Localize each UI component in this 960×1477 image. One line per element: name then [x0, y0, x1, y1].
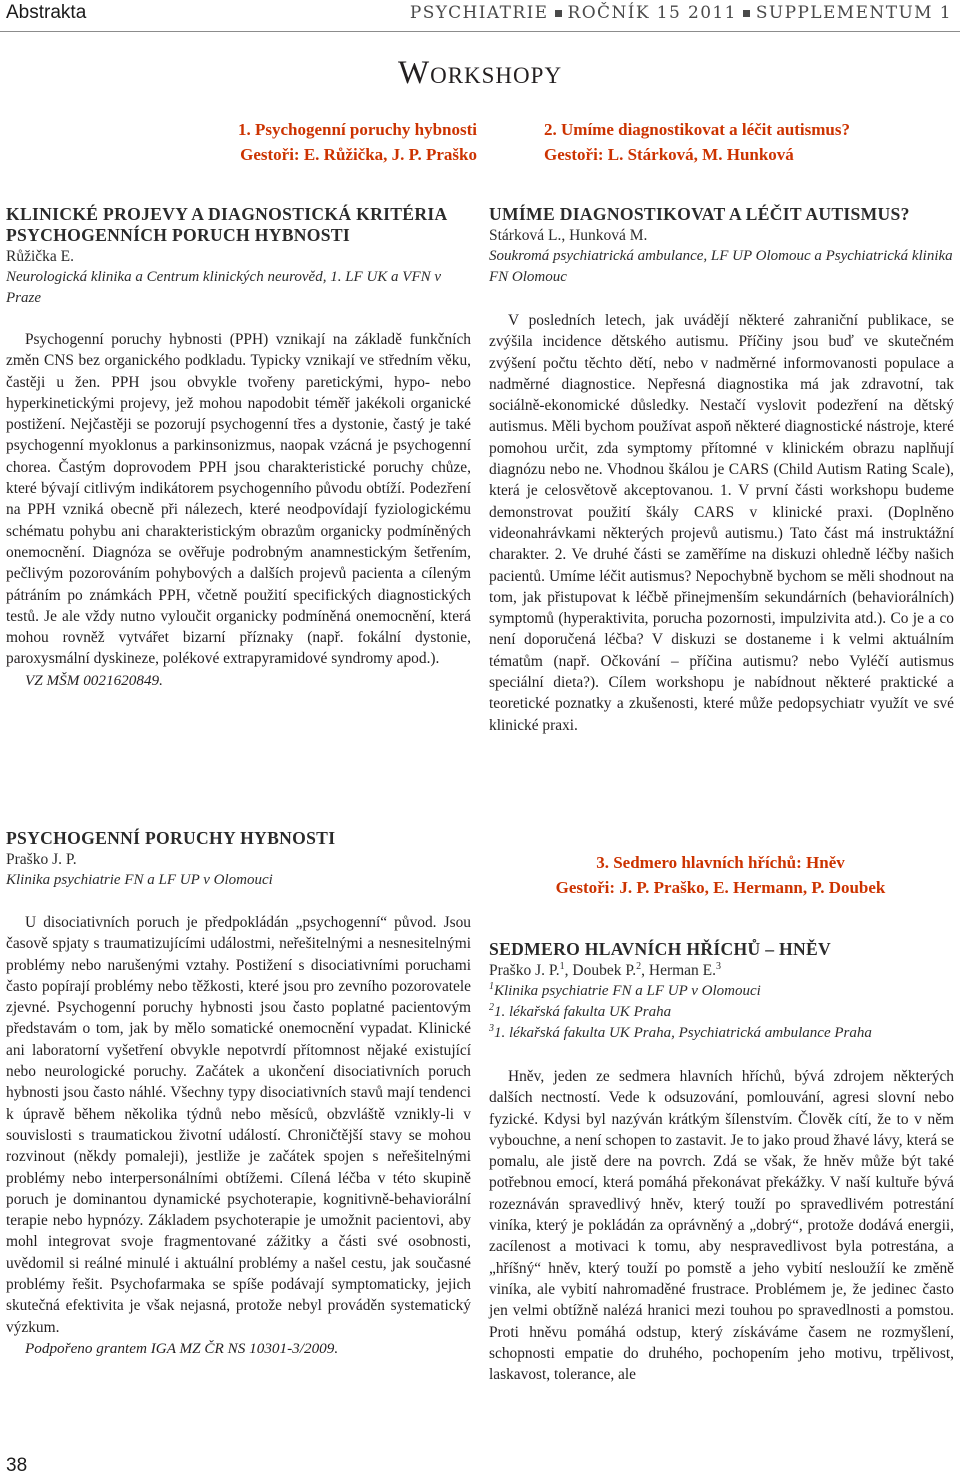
page-header — [0, 0, 960, 34]
affiliation-text: Klinika psychiatrie FN a LF UP v Olomouci — [494, 983, 761, 999]
abstract-body — [6, 912, 471, 1338]
journal-year: 2011 — [687, 3, 737, 23]
abstract-affiliation: Neurologická klinika a Centrum klinických neurověd, 1. LF UK a VFN v Praze — [6, 269, 442, 306]
abstract-body — [489, 1066, 954, 1385]
abstract-text: Psychogenní poruchy hybnosti (PPH) vznikají na základě funkčních změn CNS bez organického podkladu. Typicky vznikají ve středním věku, častěji u žen. PPH jsou obvykle tvořeny paretickými, hypo- nebo hyperkinetickými projevy, jež mohou napodobit téměř jakékoli organické postižení. Nejčastěji se pozorují psychogenní třes a dystonie, častý je také psychogenní myoklonus a parkinsonizmus, naopak vzácná je psychogenní chorea. Častým doprovodem PPH jsou charakteristické poruchy chůze, které bývají citlivým indikátorem psychogenního původu obtíží. Podezření na PPH vzniká obecně při nálezech, které neodpovídají fyziologickému schématu pohybu ani charakteristickým obrazům organicky podmíněných onemocnění. Diagnóza se ověřuje podrobným anamnestickým šetřením, pečlivým pozorováním pohybových a dalších projevů pacienta a cíleným pátráním po známkách PPH, včetně použití specifických diagnostických testů. Je ale vždy nutno vyloučit organicky podmíněná onemocnění, která mohou rovněž vytvářet bizarní příznaky (např. fokální dystonie, paroxysmální dyskineze, polékové extrapyramidové syndromy apod.). — [6, 331, 471, 668]
abstract-starkova — [489, 204, 954, 736]
abstract-text: U disociativních poruch je předpokládán „psychogenní“ původ. Jsou časově spjaty s traumatizujícími událostmi, neřešitelnými a nesnesitelnými problémy nebo narušenými vztahy. Postižení s disociativními poruchami často popírají problémy nebo těžkosti, které jsou pro zevního pozorovatele zjevné. Psychogenní poruchy hybnosti jsou často poplatné pacientovým představám o tom, jak by mělo somatické onemocnění vypadat. Klinické ani laboratorní vyšetření obvykle nepotvrdí přítomnost nějaké existující nebo neurologické poruchy. Začátek a ukončení disociativních poruch hybnosti jsou často náhlé. Všechny typy disociativních stavů mají tendenci k úpravě během několika týdnů nebo měsíců, obzvláště vznikly-li v souvislosti s traumatickou životní událostí. Chroničtější stavy se mohou rozvinout (někdy pomaleji), jestliže je začátek spojen s neřešitelnými problémy nebo interpersonálními obtížemi. Cílená léčba v této skupině poruch je dominantou dynamické psychoterapie, kognitivně-behaviorální terapie nebo hypnózy. Základem psychoterapie je umožnit pacientovi, aby mohl integrovat svoje fragmentované zážitky a části své osobnosti, uvědomil si reálné minulé i aktuální problémy a našel cestu, jak současné problémy řešit. Psychofarmaka se spíše podávají symptomaticky, jejich skutečná efektivita je však nejasná, protože nebyl prováděn systematický výzkum. — [6, 914, 471, 1336]
abstract-authors: Praško J. P.$^1$, Doubek P.$^2$, Herman E.$^3$ — [489, 960, 722, 979]
workshop-1-chairs: Gestoři: E. Růžička, J. P. Praško — [240, 145, 477, 164]
section-label: Abstrakta — [6, 2, 87, 23]
workshop-2-heading — [544, 117, 944, 167]
abstract-ruzicka — [6, 204, 471, 691]
affiliation-sup: 3 — [489, 1023, 494, 1034]
workshop-3-heading — [489, 850, 952, 900]
abstract-affiliation — [489, 981, 954, 1002]
abstract-title: UMÍME DIAGNOSTIKOVAT A LÉČIT AUTISMUS? — [489, 204, 910, 224]
abstract-affiliation: Soukromá psychiatrická ambulance, LF UP Olomouc a Psychiatrická klinika FN Olomouc — [489, 248, 953, 285]
abstract-authors: Růžička E. — [6, 248, 75, 265]
affiliation-text: 1. lékařská fakulta UK Praha, Psychiatrická ambulance Praha — [494, 1025, 872, 1041]
workshop-3-chairs: Gestoři: J. P. Praško, E. Hermann, P. Doubek — [555, 878, 886, 897]
abstract-affiliation — [489, 1002, 954, 1023]
author-sup: 1 — [559, 960, 565, 972]
abstract-funding: VZ MŠM 0021620849. — [25, 671, 163, 689]
journal-name: PSYCHIATRIE — [409, 3, 549, 23]
abstract-affiliation: Klinika psychiatrie FN a LF UP v Olomouci — [6, 872, 273, 888]
abstract-text: V posledních letech, jak uvádějí některé zahraniční publikace, se zvýšila incidence dětského autismu. Příčiny jsou buď ve skutečném zvýšení počtu těchto dětí, nebo v nadměrné informovanosti populace a nadměrné diagnostice. Nepřesná diagnostika má jak zdravotní, tak sociálně-ekonomické důsledky. Nestačí vyslovit podezření na dětský autismus. Měli bychom používat aspoň některé diagnostické nástroje, které pomohou určit, zda symptomy přítomné v klinickém obrazu naplňují diagnózu nebo ne. Vhodnou škálou je CARS (Child Autism Rating Scale), která je celosvětově akceptovanou. 1. V první části workshopu budeme demonstrovat použití škály CARS v klinické praxi. (Doplněno videonahrávkami některých projevů autismu.) Tato část má instruktážní charakter. 2. Ve druhé části se zaměříme na diskuzi ohledně léčby našich pacientů. Umíme léčit autismus? Nepochybně bychom se měli shodnout na tom, jak přistupovat k léčbě přinejmenším sekundárních (behaviorálních) symptomů (hyperaktivita, porucha pozornosti, impulzivita atd.). Co je a co není doporučená léčba? V diskuzi se dostaneme i k velmi aktuálním tématům (např. Očkování – příčina autismu? nebo Vyléčí autismus speciální dieta?). Cílem workshopu je nabídnout některé praktické a teoretické poznatky a zkušenosti, které může pedopsychiatr využít ve své klinické praxi. — [489, 312, 954, 734]
workshop-2-chairs: Gestoři: L. Stárková, M. Hunková — [544, 145, 794, 164]
affiliation-sup: 1 — [489, 981, 494, 992]
affiliation-text: 1. lékařská fakulta UK Praha — [494, 1004, 672, 1020]
abstract-title: PSYCHOGENNÍ PORUCHY HYBNOSTI — [6, 828, 336, 848]
abstract-affiliation — [489, 1023, 954, 1044]
abstract-title: SEDMERO HLAVNÍCH HŘÍCHŮ – HNĚV — [489, 939, 832, 959]
abstract-body — [489, 310, 954, 736]
workshop-1-title: 1. Psychogenní poruchy hybnosti — [238, 120, 477, 139]
author-name: Praško J. P. — [489, 962, 560, 979]
journal-volume: ROČNÍK 15 — [567, 3, 682, 23]
abstract-authors: Stárková L., Hunková M. — [489, 227, 648, 244]
square-separator-icon — [555, 10, 562, 17]
workshops-title: Workshopy — [397, 55, 563, 91]
workshop-3-title: 3. Sedmero hlavních hříchů: Hněv — [596, 853, 845, 872]
journal-info — [410, 3, 952, 23]
workshop-2-title: 2. Umíme diagnostikovat a léčit autismus? — [544, 120, 850, 139]
abstract-prasko — [6, 828, 471, 1359]
abstract-body — [6, 329, 471, 670]
author-sup: 3 — [716, 960, 722, 972]
abstract-title: KLINICKÉ PROJEVY A DIAGNOSTICKÁ KRITÉRIA PSYCHOGENNÍCH PORUCH HYBNOSTI — [6, 204, 447, 245]
header-rule — [0, 31, 960, 32]
author-name: Herman E. — [648, 962, 717, 979]
journal-supplement: SUPPLEMENTUM 1 — [755, 3, 952, 23]
author-name: Doubek P. — [572, 962, 637, 979]
abstract-funding: Podpořeno grantem IGA MZ ČR NS 10301-3/2009. — [25, 1339, 339, 1357]
abstract-authors: Praško J. P. — [6, 851, 77, 868]
square-separator-icon — [743, 10, 750, 17]
abstract-hnev — [489, 939, 954, 1385]
page-number: 38 — [6, 1455, 28, 1476]
abstract-text: Hněv, jeden ze sedmera hlavních hříchů, bývá zdrojem některých dalších nectností. Vede k odsuzování, pomlouvání, agresi slovní nebo fyzické. Kdysi byl nazýván krátkým šílenstvím. Člověk cítí, že to v něm vybouchne, a není schopen to zastavit. Je to jako proud žhavé lávy, která se pomalu, ale jistě dere na povrch. Zdá se však, že hněv může být také potřebnou emocí, která pomáhá překonávat překážky. V naší kultuře bývá rozeznáván spravedlivý hněv, který touží po spravedlivém potrestání viníka, který je pokládán za oprávněný a „dobrý“, protože dodává energii, zacílenost a motivaci k tomu, aby nespravedlivost byla potrestána, a „hříšný“ hněv, který touží po pomstě a jeho vybití nesloužíí ke změně viníka, ale vybití nahromaděné frustrace. Problémem je, že jedinec často jen velmi obtížně nalézá hranici mezi touhou po spravedlnosti a pomstou. Proti hněvu pomáhá odstup, který získáváme časem ne rozmyšlení, schopnosti empatie do druhého, pochopením jeho motivu, trpělivost, laskavost, tolerance, ale — [489, 1068, 954, 1384]
author-sup: 2 — [636, 960, 642, 972]
workshop-1-heading — [0, 117, 477, 167]
affiliation-sup: 2 — [489, 1002, 494, 1013]
